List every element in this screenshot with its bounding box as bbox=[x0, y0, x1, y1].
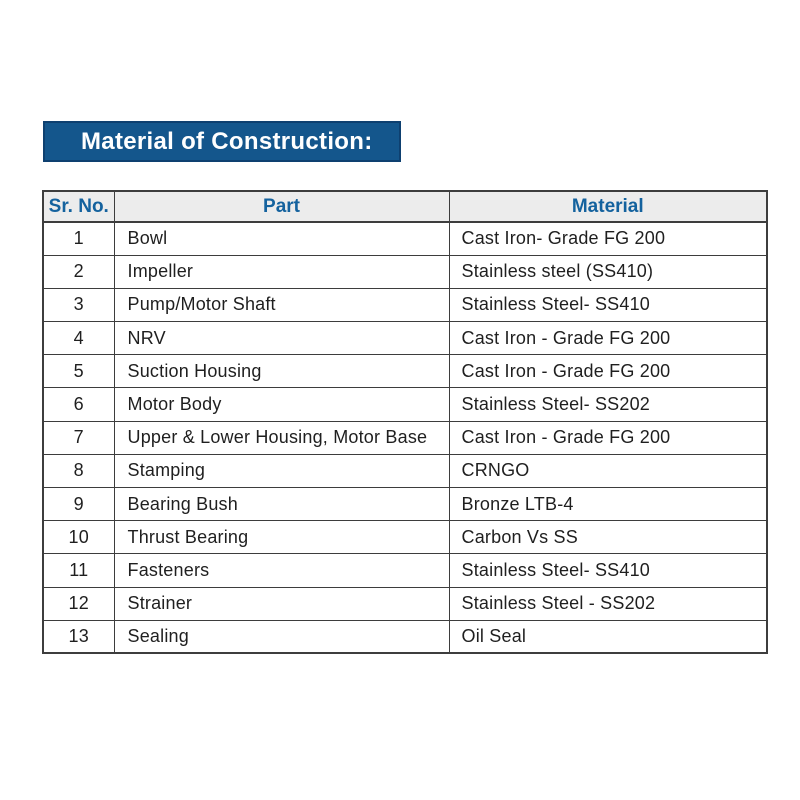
section-title: Material of Construction: bbox=[81, 127, 373, 155]
table-row bbox=[43, 421, 767, 454]
cell-material: Cast Iron - Grade FG 200 bbox=[449, 421, 767, 454]
cell-sr-no: 5 bbox=[43, 355, 114, 388]
cell-part: Thrust Bearing bbox=[114, 521, 449, 554]
cell-part: Stamping bbox=[114, 454, 449, 487]
table-row bbox=[43, 288, 767, 321]
cell-sr-no: 9 bbox=[43, 488, 114, 521]
table-body bbox=[43, 222, 767, 653]
cell-part: Pump/Motor Shaft bbox=[114, 288, 449, 321]
cell-sr-no: 4 bbox=[43, 322, 114, 355]
cell-sr-no: 10 bbox=[43, 521, 114, 554]
cell-part: Sealing bbox=[114, 620, 449, 653]
cell-part: Suction Housing bbox=[114, 355, 449, 388]
table-row bbox=[43, 620, 767, 653]
table-row bbox=[43, 388, 767, 421]
cell-part: Strainer bbox=[114, 587, 449, 620]
table-row bbox=[43, 454, 767, 487]
section-title-bar bbox=[43, 121, 401, 162]
table-row bbox=[43, 587, 767, 620]
cell-material: Carbon Vs SS bbox=[449, 521, 767, 554]
table-row bbox=[43, 322, 767, 355]
cell-part: Bowl bbox=[114, 222, 449, 255]
table-row bbox=[43, 222, 767, 255]
cell-part: Upper & Lower Housing, Motor Base bbox=[114, 421, 449, 454]
header-material: Material bbox=[449, 191, 767, 222]
cell-material: Cast Iron - Grade FG 200 bbox=[449, 355, 767, 388]
cell-part: Fasteners bbox=[114, 554, 449, 587]
material-of-construction-table bbox=[42, 190, 768, 654]
header-sr-no: Sr. No. bbox=[43, 191, 114, 222]
table-row bbox=[43, 521, 767, 554]
cell-part: NRV bbox=[114, 322, 449, 355]
cell-material: Stainless Steel - SS202 bbox=[449, 587, 767, 620]
cell-sr-no: 6 bbox=[43, 388, 114, 421]
cell-part: Bearing Bush bbox=[114, 488, 449, 521]
cell-material: Stainless Steel- SS410 bbox=[449, 288, 767, 321]
cell-sr-no: 2 bbox=[43, 255, 114, 288]
cell-material: Stainless Steel- SS410 bbox=[449, 554, 767, 587]
cell-sr-no: 3 bbox=[43, 288, 114, 321]
table-row bbox=[43, 488, 767, 521]
cell-sr-no: 12 bbox=[43, 587, 114, 620]
table-row bbox=[43, 255, 767, 288]
table-header bbox=[43, 191, 767, 222]
header-row bbox=[43, 191, 767, 222]
cell-sr-no: 7 bbox=[43, 421, 114, 454]
cell-material: Oil Seal bbox=[449, 620, 767, 653]
header-part: Part bbox=[114, 191, 449, 222]
cell-material: Bronze LTB-4 bbox=[449, 488, 767, 521]
cell-material: Cast Iron - Grade FG 200 bbox=[449, 322, 767, 355]
cell-sr-no: 11 bbox=[43, 554, 114, 587]
table-row bbox=[43, 355, 767, 388]
cell-part: Impeller bbox=[114, 255, 449, 288]
cell-material: Stainless steel (SS410) bbox=[449, 255, 767, 288]
table-row bbox=[43, 554, 767, 587]
cell-material: Stainless Steel- SS202 bbox=[449, 388, 767, 421]
cell-sr-no: 13 bbox=[43, 620, 114, 653]
cell-part: Motor Body bbox=[114, 388, 449, 421]
cell-sr-no: 1 bbox=[43, 222, 114, 255]
cell-material: CRNGO bbox=[449, 454, 767, 487]
cell-sr-no: 8 bbox=[43, 454, 114, 487]
cell-material: Cast Iron- Grade FG 200 bbox=[449, 222, 767, 255]
